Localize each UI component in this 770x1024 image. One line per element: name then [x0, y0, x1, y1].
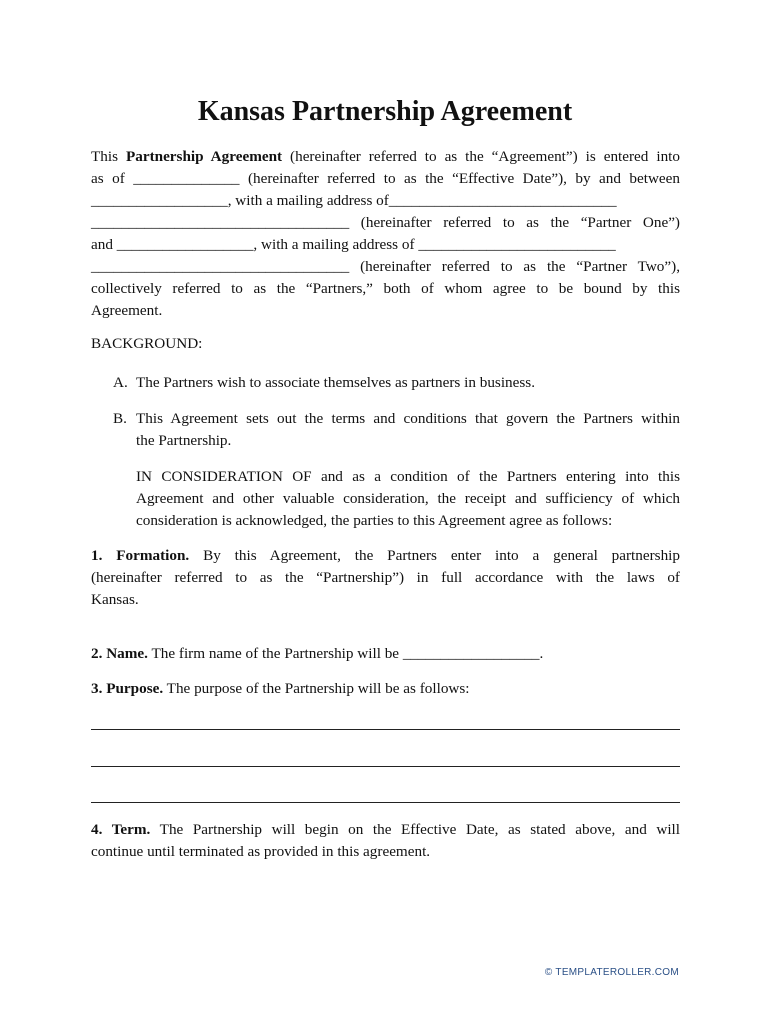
purpose-blank-line-3 [91, 802, 680, 803]
intro-line-6: __________________________________ (hereinafter referred to as the “Partner Two”), [91, 258, 680, 275]
list-text-line: This Agreement sets out the terms and conditions that govern the Partners within [136, 410, 680, 427]
formation-line-3: Kansas. [91, 591, 139, 608]
purpose-blank-line-1 [91, 729, 680, 730]
intro-line-2: as of ______________ (hereinafter referred to as the “Effective Date”), by and between [91, 170, 680, 187]
intro-line-5: and __________________, with a mailing address of __________________________ [91, 236, 616, 253]
background-item-b [113, 408, 680, 452]
intro-line-3: __________________, with a mailing address of______________________________ [91, 192, 617, 209]
purpose-line [91, 678, 680, 700]
background-item-a [113, 372, 680, 394]
section-purpose [91, 678, 680, 700]
term-line-2: continue until terminated as provided in this agreement. [91, 843, 431, 860]
list-text-line: The Partners wish to associate themselves as partners in business. [136, 374, 536, 391]
intro-line-7: collectively referred to as the “Partners,” both of whom agree to be bound by this [91, 280, 680, 297]
intro-line-4: __________________________________ (hereinafter referred to as the “Partner One”) [91, 214, 680, 231]
consideration-line-2: Agreement and other valuable consideration, the receipt and sufficiency of which [136, 490, 680, 507]
section-term [91, 819, 680, 863]
formation-line-2: (hereinafter referred to as the “Partnership”) in full accordance with the laws of [91, 569, 680, 586]
name-line [91, 643, 680, 665]
name-heading: 2. Name. [91, 645, 148, 662]
list-text [136, 408, 680, 452]
list-text [136, 372, 680, 394]
purpose-text: The purpose of the Partnership will be as follows: [163, 680, 470, 697]
document-title: Kansas Partnership Agreement [197, 96, 573, 127]
list-text-line: the Partnership. [136, 432, 232, 449]
consideration-line-1: IN CONSIDERATION OF and as a condition of the Partners entering into this [136, 468, 680, 485]
list-marker: A. [113, 374, 128, 391]
consideration-line-3: consideration is acknowledged, the parties to this Agreement agree as follows: [136, 512, 613, 529]
formation-heading: 1. Formation. [91, 547, 190, 564]
agreement-term-bold: Partnership Agreement [125, 148, 283, 165]
intro-line-1 [91, 146, 680, 168]
name-text: The firm name of the Partnership will be __________________. [147, 645, 544, 662]
footer-watermark: © TEMPLATEROLLER.COM [544, 967, 679, 978]
term-line-1 [91, 819, 680, 841]
formation-text: By this Agreement, the Partners enter into a general partnership [189, 547, 680, 564]
term-heading: 4. Term. [91, 821, 151, 838]
purpose-blank-line-2 [91, 766, 680, 767]
intro-text: This [91, 148, 126, 165]
background-heading: BACKGROUND: [91, 335, 203, 352]
intro-paragraph [91, 146, 680, 322]
section-formation [91, 545, 680, 611]
purpose-heading: 3. Purpose. [91, 680, 164, 697]
intro-line-8: Agreement. [91, 302, 163, 319]
term-text: The Partnership will begin on the Effective Date, as stated above, and will [150, 821, 680, 838]
section-name [91, 643, 680, 665]
formation-line-1 [91, 545, 680, 567]
intro-text: (hereinafter referred to as the “Agreement”) is entered into [282, 148, 680, 165]
list-marker: B. [113, 410, 127, 427]
consideration-paragraph [136, 466, 680, 532]
